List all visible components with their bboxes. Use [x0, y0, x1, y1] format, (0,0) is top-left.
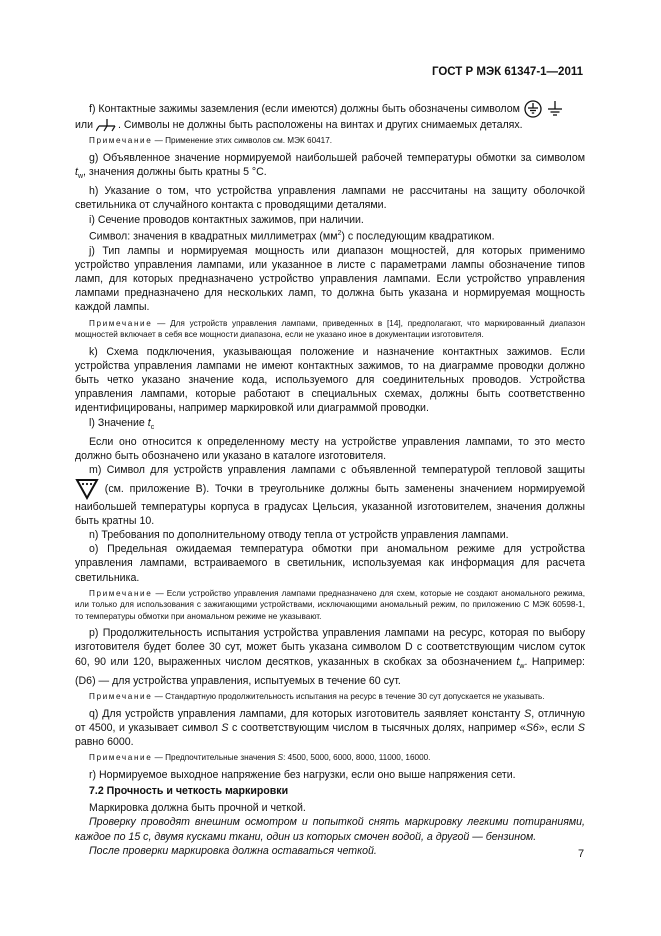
item-k: k) Схема подключения, указывающая положение и назначение контактных зажимов. Если устройства управления лампами не имеют контактных зажимов, то на диаграмме проводки должно быть четко указано значение кода, используемого для соединительных проводов. Устройства управления лампами, которые работают в специальных схемах, должны быть соответственно идентифицированы, например маркировкой или диаграммой проводки.: [75, 345, 585, 415]
section-title: 7.2 Прочность и четкость маркировки: [89, 784, 289, 797]
chassis-earth-icon: [96, 118, 118, 132]
note-f: Примечание — Применение этих символов см. МЭК 60417.: [89, 136, 333, 146]
note-j: Примечание — Для устройств управления лампами, приведенных в [14], предполагают, что маркированный диапазон мощностей включает в себя все мощности диапазона, если не указано иное в документации изготовителя.: [75, 318, 585, 340]
item-j: j) Тип лампы и нормируемая мощность или диапазон мощностей, для которых применимо устройство управления лампами, или указанное в листе с параметрами лампы обозначение типов ламп, для которых предназначено устройство управления лампами. Если устройство управления лампами предназначено для нескольких ламп, то должна быть указана и нормируемая мощность каждой лампы.: [75, 244, 585, 314]
item-o: o) Предельная ожидаемая температура обмотки при аномальном режиме для устройства управления лампами, встраиваемого в светильник, используемая как информация для расчета светильника.: [75, 543, 585, 584]
section-p2: Проверку проводят внешним осмотром и попыткой снять маркировку легкими потираниями, каждое по 15 с, двумя кусками ткани, один из которых смочен водой, а другой — бензином.: [75, 816, 585, 843]
item-l: l) Значение $t_c$: [89, 416, 155, 431]
item-i-symbol: Символ: значения в квадратных миллиметрах $(мм^2)$ с последующим квадратиком.: [89, 229, 495, 243]
item-r: r) Нормируемое выходное напряжение без нагрузки, если оно выше напряжения сети.: [89, 768, 516, 781]
note-q: Примечание — Предпочтительные значения S: 4500, 5000, 6000, 8000, 11000, 16000.: [89, 753, 431, 763]
item-i: i) Сечение проводов контактных зажимов, при наличии.: [89, 213, 364, 226]
item-q: q) Для устройств управления лампами, для которых изготовитель заявляет константу S, отличную от 4500, и указывает символ S с соответствующим числом в тысячных долях, например «S6», если S равно 6000.: [75, 707, 585, 749]
item-f: f) Контактные зажимы заземления (если имеются) должны быть обозначены символом: [75, 100, 585, 118]
earth-icon: [546, 100, 564, 118]
item-m: m) Символ для устройств управления лампами с объявленной температурой тепловой защиты (см. приложение В). Точки в треугольнике должны быть заменены значением нормируемой наибольшей температуры корпуса в градусах Цельсия, указанной изготовителем, значения должны быть кратны 10.: [75, 464, 585, 527]
section-p1: Маркировка должна быть прочной и четкой.: [89, 802, 306, 815]
thermal-protection-triangle-icon: [75, 478, 99, 500]
document-body: [75, 100, 585, 858]
page-number: 7: [578, 848, 585, 860]
item-h: h) Указание о том, что устройства управления лампами не рассчитаны на защиту оболочкой светильника от случайного контакта с проводящими деталями.: [75, 185, 585, 212]
section-p3: После проверки маркировка должна оставаться четкой.: [89, 844, 377, 857]
item-p: p) Продолжительность испытания устройства управления лампами на ресурс, которая по выбору изготовителя будет более 30 сут, может быть указана символом D с соответствующим числом суток 60, 90 или 120, выраженных числом десятков, указанных в скобках за обозначением $t_w$. Например: (D6) — для устройства управления, испытуемых в течение 60 сут.: [75, 627, 585, 687]
item-n: n) Требования по дополнительному отводу тепла от устройств управления лампами.: [89, 528, 509, 541]
note-o: Примечание — Если устройство управления лампами предназначено для схем, которые не создают аномального режима, или только для использования с зажигающими устройствами, исключающими аномальный режим, по приложению С МЭК 60598-1, то температуры обмотки при аномальном режиме не указывают.: [75, 588, 585, 621]
earth-circle-icon: [523, 100, 543, 118]
item-l-cont: Если оно относится к определенному месту на устройстве управления лампами, то это место должно быть обозначено или указано в каталоге изготовителя.: [75, 435, 585, 463]
item-g: g) Объявленное значение нормируемой наибольшей рабочей температуры обмотки за символом $t_w$, значения должны быть кратны 5 °С.: [75, 151, 585, 181]
note-p: Примечание — Стандартную продолжительность испытания на ресурс в течение 30 сут допускается не указывать.: [89, 692, 545, 702]
item-f-cont: или . Символы не должны быть расположены на винтах и других снимаемых деталях.: [75, 119, 523, 131]
doc-header: ГОСТ Р МЭК 61347-1—2011: [431, 66, 583, 78]
